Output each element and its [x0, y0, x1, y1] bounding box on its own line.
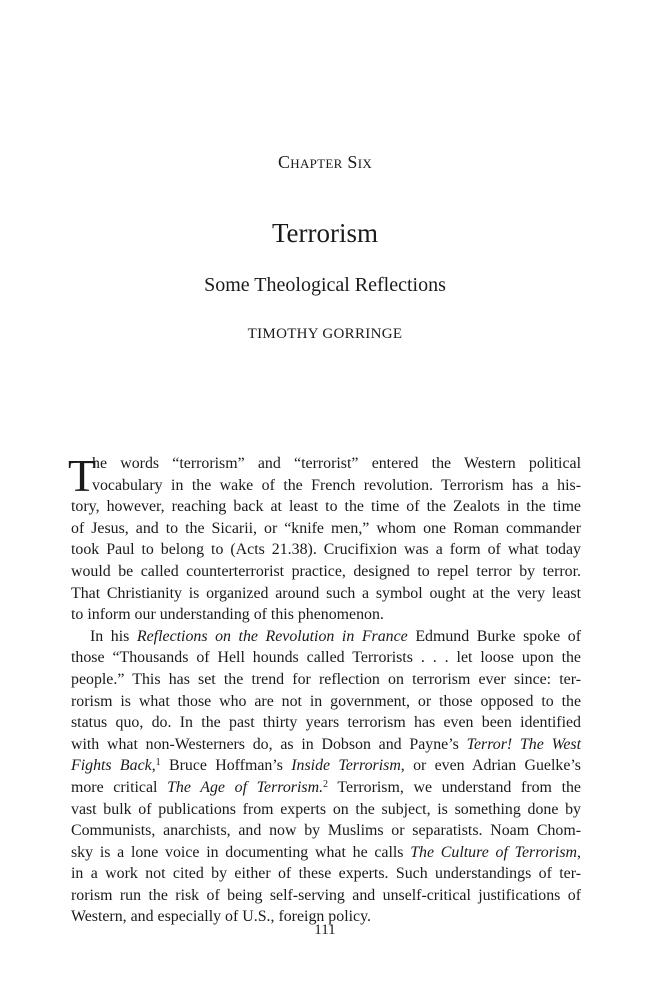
chapter-label: Chapter Six — [277, 152, 373, 172]
book-title: Reflections on the Revolution in France — [136, 627, 408, 645]
book-title: Fights Back — [71, 757, 152, 775]
text-line: Western, and especially of U.S., foreign policy. — [71, 908, 371, 926]
text-line — [71, 777, 581, 799]
text-run: Edmund Burke spoke of — [407, 627, 582, 645]
text-line: vast bulk of publications from experts on the subject, is something done by — [71, 800, 581, 818]
text-line: tory, however, reaching back at least to the time of the Zealots in the time — [71, 498, 581, 516]
text-line — [71, 626, 581, 648]
text-line: rorism is what those who are not in government, or those opposed to the — [71, 692, 581, 710]
body-text — [68, 450, 582, 928]
page-number: 111 — [314, 922, 336, 938]
text-line: vocabulary in the wake of the French revolution. Terrorism has a his- — [92, 476, 581, 494]
text-line: Communists, anarchists, and now by Muslims or separatists. Noam Chom- — [71, 822, 581, 840]
book-title: The Culture of Terrorism — [410, 843, 578, 861]
text-line: took Paul to belong to (Acts 21.38). Crucifixion was a form of what today — [71, 541, 581, 559]
text-run: with what non-Westerners do, as in Dobson and Payne’s — [71, 735, 467, 753]
text-run: , — [577, 843, 581, 861]
text-run: Bruce Hoffman’s — [160, 757, 292, 775]
footnote-marker: 2 — [323, 778, 329, 790]
text-line: in a work not cited by either of these experts. Such understandings of ter- — [71, 865, 581, 883]
book-title: Inside Terrorism — [291, 757, 401, 775]
text-line — [71, 842, 581, 864]
text-line: those “Thousands of Hell hounds called Terrorists . . . let loose upon the — [71, 649, 581, 667]
text-line: Fights Back,$^1$ Bruce Hoffman’s Inside Terrorism, or even Adrian Guelke’s — [71, 757, 581, 775]
footnote-marker: 1 — [155, 757, 161, 769]
chapter-title: Terrorism — [271, 218, 379, 248]
text-line: rorism run the risk of being self-serving and unself-critical justifications of — [71, 886, 581, 904]
text-line: status quo, do. In the past thirty years terrorism has even been identified — [71, 714, 581, 732]
text-line: people.” This has set the trend for reflection on terrorism ever since: ter- — [71, 670, 581, 688]
text-line — [71, 734, 581, 756]
text-run: , or even Adrian Guelke’s — [400, 757, 581, 775]
book-title: The Age of Terrorism. — [167, 778, 324, 796]
text-run: sky is a lone voice in documenting what he calls — [71, 843, 411, 861]
text-run: more critical — [71, 778, 168, 796]
text-run: In his — [90, 627, 137, 645]
text-line: of Jesus, and to the Sicarii, or “knife men,” whom one Roman commander — [71, 519, 581, 537]
text-line: he words “terrorism” and “terrorist” entered the Western political — [92, 455, 581, 472]
text-line: That Christianity is organized around such a symbol ought at the very least — [71, 584, 581, 602]
chapter-author: TIMOTHY GORRINGE — [247, 326, 403, 342]
text-line: would be called counterterrorist practice, designed to repel terror by terror. — [71, 562, 581, 580]
chapter-subtitle: Some Theological Reflections — [204, 274, 446, 296]
text-line: to inform our understanding of this phenomenon. — [71, 606, 384, 624]
book-title: Terror! The West — [466, 735, 581, 753]
text-run: Terrorism, we understand from the — [328, 778, 581, 796]
drop-cap: T — [68, 450, 97, 501]
